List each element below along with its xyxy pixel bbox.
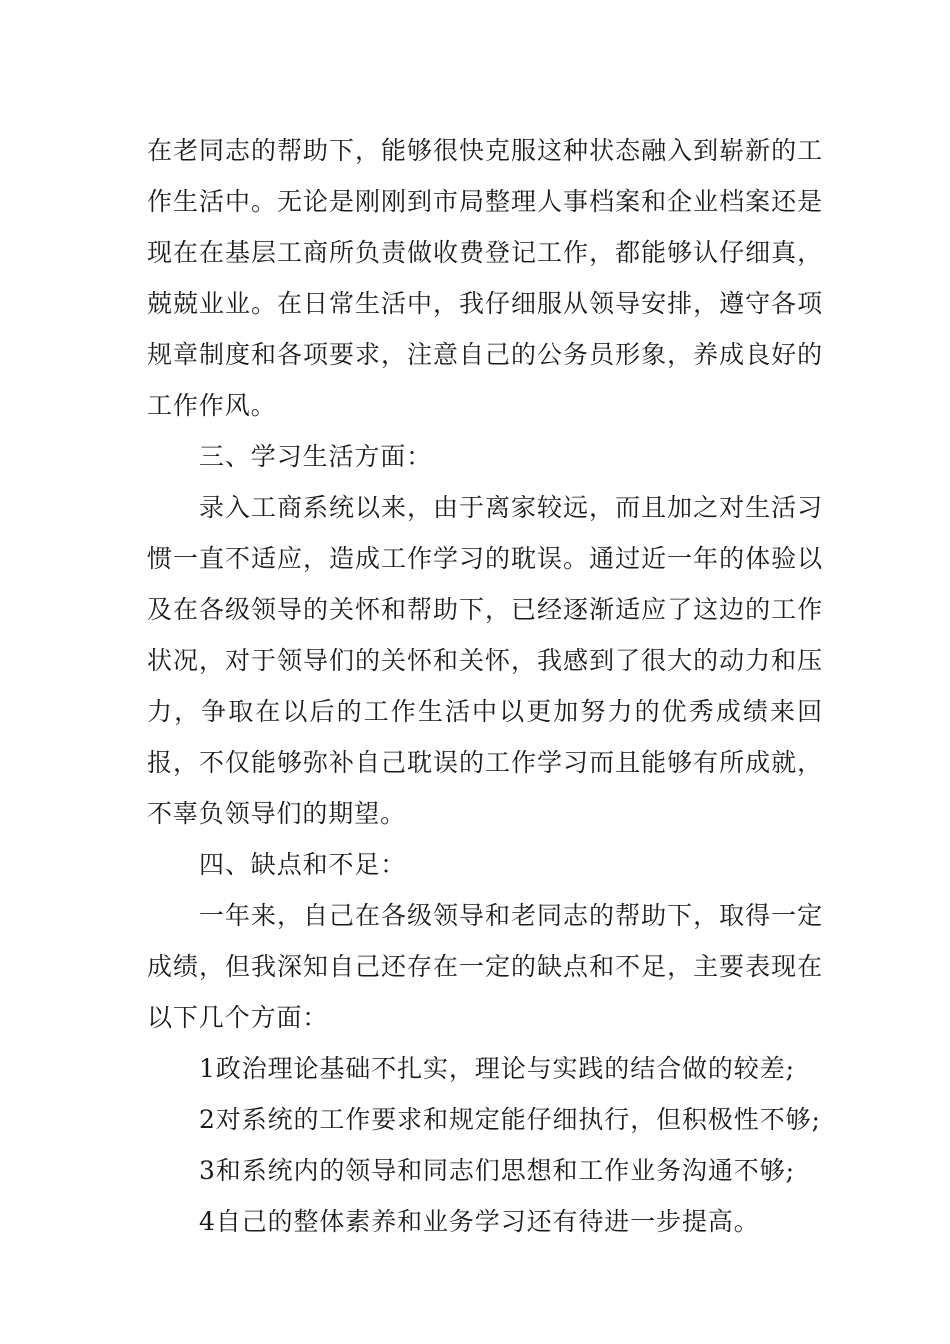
paragraph-study-life: 录入工商系统以来，由于离家较远，而且加之对生活习惯一直不适应，造成工作学习的耽误。通过近一年的体验以及在各级领导的关怀和帮助下，已经逐渐适应了这边的工作状况，对于领导们的关怀和关怀，我感到了很大的动力和压力，争取在以后的工作生活中以更加努力的优秀成绩来回报，不仅能够弥补自己耽误的工作学习而且能够有所成就，不辜负领导们的期望。 xyxy=(147,493,823,828)
paragraph-shortcomings: 一年来，自己在各级领导和老同志的帮助下，取得一定成绩，但我深知自己还存在一定的缺点和不足，主要表现在以下几个方面： xyxy=(147,901,823,1032)
section-heading-study-life: 三、学习生活方面： xyxy=(199,442,433,471)
document-body xyxy=(147,125,823,1247)
paragraph-continuation: 在老同志的帮助下，能够很快克服这种状态融入到崭新的工作生活中。无论是刚刚到市局整理人事档案和企业档案还是现在在基层工商所负责做收费登记工作，都能够认仔细真，兢兢业业。在日常生活中，我仔细服从领导安排，遵守各项规章制度和各项要求，注意自己的公务员形象，养成良好的工作作风。 xyxy=(147,136,823,420)
list-item-4: 4自己的整体素养和业务学习还有待进一步提高。 xyxy=(199,1207,760,1236)
section-heading-shortcomings: 四、缺点和不足： xyxy=(199,850,407,879)
list-item-3: 3和系统内的领导和同志们思想和工作业务沟通不够; xyxy=(199,1156,795,1185)
list-item-2: 2对系统的工作要求和规定能仔细执行，但积极性不够; xyxy=(199,1105,821,1134)
list-item-1: 1政治理论基础不扎实，理论与实践的结合做的较差; xyxy=(199,1054,795,1083)
